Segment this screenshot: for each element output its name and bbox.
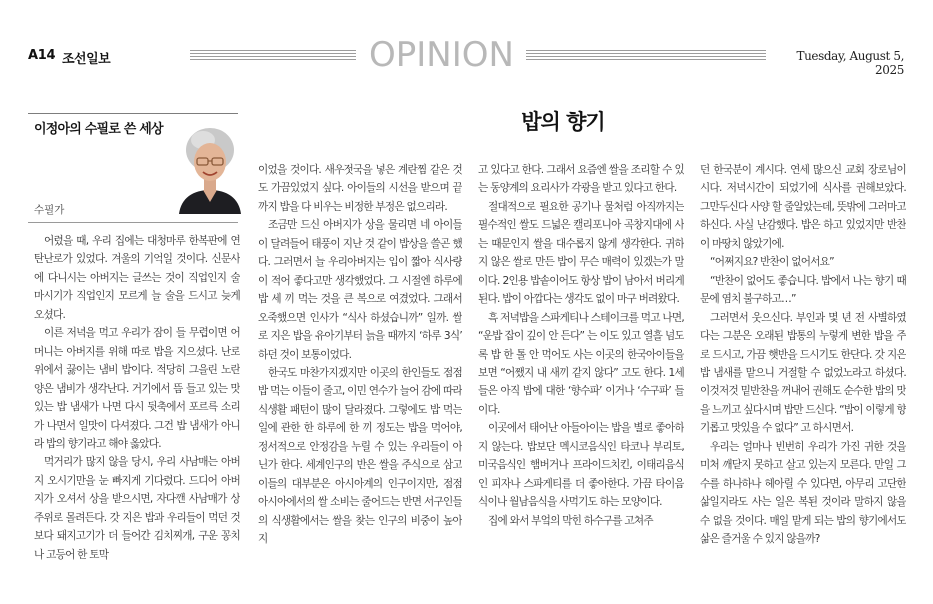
paragraph: “반찬이 없어도 좋습니다. 밥에서 나는 향기 때문에 염치 불구하고…” xyxy=(700,274,906,306)
headline: 밥의 향기 xyxy=(521,109,605,134)
paragraph: 흑 저녁밥을 스파게티나 스테이크를 먹고 나면, “운밥 잡이 깊이 안 든다” 는 이도 있고 열흘 넘도록 밥 한 톨 안 먹어도 사는 이곳의 한국아이들을 보면 “어쨌지 내 새끼 같지 않다” 고도 한다. 1세들은 아직 밥에 대한 ‘향수파’ 이거나 ‘수구파’ 들이다. xyxy=(478,311,684,416)
paragraph: 이곳에서 태어난 아들아이는 밥을 별로 좋아하지 않는다. 밥보단 멕시코음식인 타코나 부리토, 미국음식인 햄버거나 프라이드치킨, 이태리음식인 피자나 스파게티를 더 좋아한다. 가끔 타이음식이나 월남음식을 사먹기도 하는 모양이다. xyxy=(478,422,684,509)
page-number: A14 xyxy=(28,48,56,63)
paragraph: 먹거리가 많지 않을 당시, 우리 사남매는 아버지 오시기만을 눈 빠지게 기다렸다. 드디어 아버지가 오셔서 상을 받으시면, 자다깬 사남매가 상 주위로 몰려든다. 갓 지은 밥과 우리들이 먹던 것보다 돼지고기가 더 들어간 김치찌개, 구운 꽁치나 고등어 한 토막 xyxy=(34,456,240,561)
issue-date: Tuesday, August 5, 2025 xyxy=(796,49,904,77)
paragraph: 우리는 얼마나 빈번히 우리가 가진 귀한 것을 미처 깨닫지 못하고 살고 있는지 모른다. 만일 그 수를 하나하나 헤아릴 수 있다면, 아무리 고단한 삶일지라도 사는 일은 복된 것이라 말하지 않을 수 없을 것이다. 매일 맡게 되는 밥의 향기에서도 삶은 즐거울 수 있지 않을까? xyxy=(700,440,906,546)
paragraph: 이른 저녁을 먹고 우리가 잠이 들 무렵이면 어머니는 아버지를 위해 따로 밥을 지으셨다. 난로 위에서 끓이는 냄비 밥이다. 적당히 그을린 노란 양은 냄비가 생각난다. 거기에서 뜸 들고 있는 맛있는 밥 냄새가 나면 다시 뒷축에서 포르륵 소리가 나면서 일맛이 다셔졌다. 그건 밥 냄새가 아니라 밥의 향기라고 해야 옳았다. xyxy=(34,327,240,450)
text-column-3 xyxy=(478,161,684,602)
column-top-rule xyxy=(28,113,238,114)
author-portrait xyxy=(175,122,245,214)
column-name: 이정아의 수필로 쓴 세상 xyxy=(34,122,163,137)
byline-rule xyxy=(28,222,238,223)
paragraph: 고 있다고 한다. 그래서 요즘엔 쌀을 조리할 수 있는 동양계의 요리사가 각광을 받고 있다고 한다. xyxy=(478,164,684,195)
byline: 수필가 xyxy=(34,204,65,216)
text-column-2 xyxy=(258,161,462,602)
paragraph: 한국도 마찬가지겠지만 이곳의 한인들도 점점 밥 먹는 이들이 줄고, 이민 연수가 늘어 감에 따라 식생활 패턴이 많이 달라졌다. 그렇에도 밥 먹는 일에 관한 한 하루에 한 끼 정도는 밥을 먹어야, 정서적으로 안정감을 누릴 수 있는 우리들이 아닌가 한다. 세계인구의 반은 쌀을 주식으로 삼고 이들의 대부분은 아시아계의 인구이지만, 점점 아시아에서의 쌀 소비는 줄어드는 반면 서구인들의 식생활에서는 쌀을 찾는 인구의 비중이 높아지 xyxy=(258,366,462,546)
paragraph: 조금만 드신 아버지가 상을 물리면 네 아이들이 달려들어 태풍이 지난 것 같이 밥상을 쓸곤 했다. 그러면서 늘 우리아버지는 입이 짧아 식사량이 적어 좋다고만 생각했었다. 그 시절엔 하루에 밥 세 끼 먹는 것을 큰 복으로 여겼었다. 그래서 오죽했으면 인사가 “식사 하셨습니까” 일까. 쌀로 지은 밥을 유아기부터 늙을 때까지 ‘하루 3식’ 하던 것이 보통이었다. xyxy=(258,219,462,361)
paragraph: 집에 와서 부엌의 막힌 하수구를 고쳐주 xyxy=(488,514,653,527)
section-title: OPINION xyxy=(369,35,514,75)
masthead-rule-left xyxy=(190,50,356,62)
paper-name: 조선일보 xyxy=(62,52,111,67)
text-column-4 xyxy=(700,161,906,602)
paragraph: 어렸을 때, 우리 집에는 대청마루 한복판에 연탄난로가 있었다. 겨울의 기억일 것이다. 신문사에 다니시는 아버지는 글쓰는 것이 직업인지 술 마시기가 직업인지 모르게 늘 술을 드시고 늦게 오셨다. xyxy=(34,235,240,321)
author-portrait-icon xyxy=(175,122,245,214)
text-column-1 xyxy=(34,232,240,602)
paragraph: 그러면서 웃으신다. 부인과 몇 년 전 사별하였다는 그분은 오래된 밥통의 누렇게 변한 밥을 주로 드시고, 가끔 햇반을 드시기도 한단다. 갓 지은 밥 냄새를 맡으니 거절할 수 없었노라고 하셨다. 이것저것 밑반찬을 꺼내어 권해도 순수한 밥의 맛을 느끼고 싶다시며 밥만 드신다. “밥이 이렇게 향기롭고 맛있을 수 없다” 고 하시면서. xyxy=(700,311,906,435)
masthead-rule-right xyxy=(526,50,766,62)
paragraph: 절대적으로 필요한 공기나 물처럼 아직까지는 필수적인 쌀도 드넓은 캘리포니아 곡창지대에 사는 때문인지 쌀을 대수롭지 않게 생각한다. 귀하지 않은 쌀로 만든 밥이 무슨 매력이 있겠는가 말이다. 2인용 밥솥이어도 항상 밥이 남아서 버리게 된다. 밥이 아깝다는 생각도 없이 마구 버려왔다. xyxy=(478,200,684,306)
paragraph: 던 한국분이 계시다. 연세 많으신 교회 장로님이시다. 저녁시간이 되었기에 식사를 권해보았다. 그만두신다 사양 할 줄알았는데, 뜻밖에 그러마고 하신다. 사실 난감했다. 밥은 하고 있었지만 반찬이 마땅치 않았기에. xyxy=(700,164,906,250)
paragraph: “어쩌지요? 반찬이 없어서요” xyxy=(710,256,834,269)
paragraph: 이었을 것이다. 새우젓국을 넣은 계란찜 같은 것도 가끔있었지 싶다. 아이들의 시선을 받으며 끝까지 밥을 다 비우는 비정한 부정은 없으리라. xyxy=(258,164,462,213)
